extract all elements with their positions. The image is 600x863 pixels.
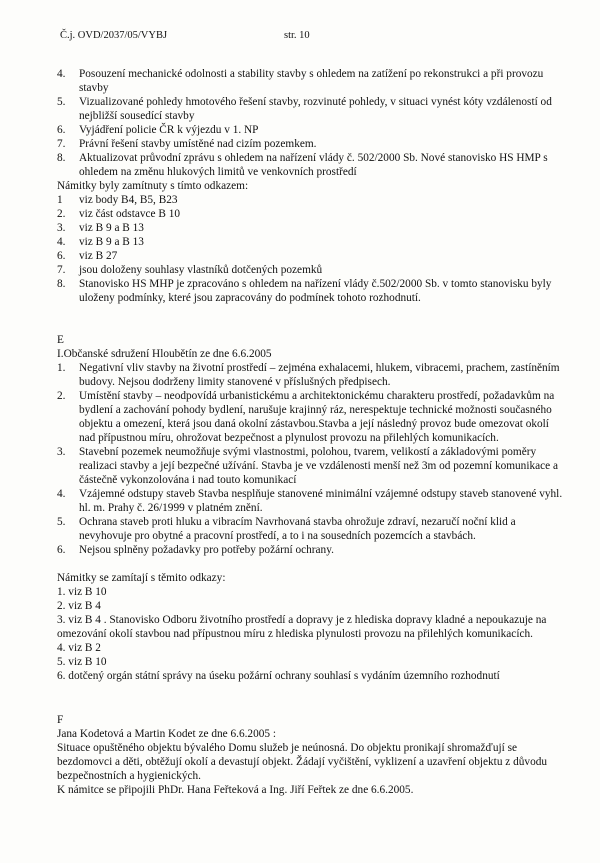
section-f-body: Situace opuštěného objektu bývalého Domu služeb je neúnosná. Do objektu pronikají shromažďují se bezdomovci a děti, obtěžují okolí a devastují objekt. Žádají vyčištění, vyklizení a uzavření objektu z důvodu bezpečnostních a hygienických. (57, 742, 548, 782)
list-item (57, 193, 567, 207)
list-item (57, 543, 567, 557)
item-number: 8. (57, 278, 66, 290)
item-text: jsou doloženy souhlasy vlastníků dotčených pozemků (79, 264, 323, 276)
item-text: Stavební pozemek neumožňuje svými vlastnostmi, polohou, tvarem, velikostí a základovými poměry realizaci stavby a její bezpečné užívání. Stavba je ve vzdálenosti menší než 3m od pozemní komunikace a částečně vykonzolována i nad touto komunikací (79, 446, 558, 486)
item-text: Vzájemné odstupy staveb Stavba nesplňuje stanovené minimální vzájemné odstupy staveb stanovené vyhl. hl. m. Prahy č. 26/1999 v platném znění. (79, 488, 563, 514)
list-item (57, 235, 567, 249)
item-number: 4. (57, 488, 66, 500)
item-text: Ochrana staveb proti hluku a vibracím Navrhovaná stavba ohrožuje zdraví, nezaručí noční klid a nevyhovuje pro obytné a pracovní prostředí, a to i na sousedních pozemcích a stavbách. (79, 516, 516, 542)
section-f-title: Jana Kodetová a Martin Kodet ze dne 6.6.2005 : (57, 728, 276, 740)
item-text: Vyjádření policie ČR k výjezdu v 1. NP (79, 124, 259, 136)
list-item (57, 389, 567, 445)
item-text: Nejsou splněny požadavky pro potřeby požární ochrany. (79, 544, 334, 556)
item-text: viz část odstavce B 10 (79, 208, 181, 220)
item-number: 7. (57, 264, 66, 276)
rejected-item: 4. viz B 2 (57, 642, 101, 654)
item-text: viz body B4, B5, B23 (79, 194, 178, 206)
list-item (57, 207, 567, 221)
list-item (57, 137, 567, 151)
page-header (60, 29, 560, 43)
item-text: viz B 9 a B 13 (79, 222, 144, 234)
item-text: Posouzení mechanické odolnosti a stability stavby s ohledem na zatížení po rekonstrukci a při provozu stavby (79, 68, 544, 94)
document-content (57, 67, 567, 797)
list-item (57, 263, 567, 277)
item-number: 5. (57, 96, 66, 108)
list-item (57, 151, 567, 179)
item-text: Stanovisko HS MHP je zpracováno s ohledem na nařízení vlády č.502/2000 Sb. v tomto stanovisku byly uloženy podmínky, které jsou zapracovány do podmínek tohoto rozhodnutí. (79, 278, 552, 304)
item-number: 6. (57, 250, 66, 262)
rejected-list-1 (57, 193, 567, 305)
item-number: 6. (57, 544, 66, 556)
rejected-heading-1: Námitky byly zamítnuty s tímto odkazem: (57, 180, 249, 192)
item-number: 4. (57, 236, 66, 248)
item-number: 4. (57, 68, 66, 80)
list-item (57, 445, 567, 487)
item-number: 8. (57, 152, 66, 164)
rejected-item: 6. dotčený orgán státní správy na úseku požární ochrany souhlasí s vydáním územního rozhodnutí (57, 670, 500, 682)
item-number: 6. (57, 124, 66, 136)
list-item (57, 95, 567, 123)
item-text: Umístění stavby – neodpovídá urbanistickému a architektonickému charakteru prostředí, požadavkům na bydlení a zachování pohody bydlení, narušuje krajinný ráz, nerespektuje technické možnosti současného objektu a omezení, která jsou daná okolní zástavbou.Stavba a její následný provoz bude omezovat okolí nad přípustnou míru, ohrožovat bezpečnost a plynulost provozu na přilehlých komunikacích. (79, 390, 555, 444)
item-number: 2. (57, 208, 66, 220)
item-text: viz B 9 a B 13 (79, 236, 144, 248)
section-e-objections (57, 361, 567, 557)
item-text: Vizualizované pohledy hmotového řešení stavby, rozvinuté pohledy, v situaci vynést kóty vzdáleností od nejbližší sousedící stavby (79, 96, 552, 122)
section-e-title: I.Občanské sdružení Hloubětín ze dne 6.6.2005 (57, 348, 272, 360)
list-item (57, 221, 567, 235)
item-text: viz B 27 (79, 250, 118, 262)
item-text: Negativní vliv stavby na životní prostředí – zejména exhalacemi, hlukem, vibracemi, prachem, zastíněním budovy. Nejsou dodrženy limity stanovené v příslušných předpisech. (79, 362, 560, 388)
section-e-rejected-heading: Námitky se zamítají s těmito odkazy: (57, 572, 226, 584)
reference-number: Č.j. OVD/2037/05/VYBJ (60, 30, 168, 41)
list-item (57, 277, 567, 305)
item-number: 7. (57, 138, 66, 150)
item-number: 1 (57, 194, 63, 206)
list-item (57, 249, 567, 263)
item-number: 3. (57, 222, 66, 234)
section-e-rejected-list (57, 585, 567, 683)
list-item (57, 67, 567, 95)
list-item (57, 515, 567, 543)
list-item (57, 487, 567, 515)
rejected-item: 1. viz B 10 (57, 586, 107, 598)
item-number: 2. (57, 390, 66, 402)
item-text: Aktualizovat průvodní zprávu s ohledem na nařízení vlády č. 502/2000 Sb. Nové stanovisko HS HMP s ohledem na změnu hlukových limitů ve venkovních prostředí (79, 152, 548, 178)
requirements-list (57, 67, 567, 179)
section-f-letter: F (57, 714, 64, 726)
item-number: 3. (57, 446, 66, 458)
section-f-note: K námitce se připojili PhDr. Hana Feřteková a Ing. Jiří Feřtek ze dne 6.6.2005. (57, 784, 414, 796)
item-text: Právní řešení stavby umístěné nad cizím pozemkem. (79, 138, 317, 150)
item-number: 1. (57, 362, 66, 374)
item-number: 5. (57, 516, 66, 528)
rejected-item: 5. viz B 10 (57, 656, 107, 668)
rejected-item: 3. viz B 4 . Stanovisko Odboru životního prostředí a dopravy je z hlediska dopravy kladné a nepoukazuje na omezování okolí stavbou nad přípustnou míru z hlediska plynulosti provozu na přilehlých komunikacích. (57, 614, 547, 640)
list-item (57, 361, 567, 389)
rejected-item: 2. viz B 4 (57, 600, 101, 612)
list-item (57, 123, 567, 137)
page-number: str. 10 (284, 30, 310, 41)
section-e-letter: E (57, 334, 64, 346)
